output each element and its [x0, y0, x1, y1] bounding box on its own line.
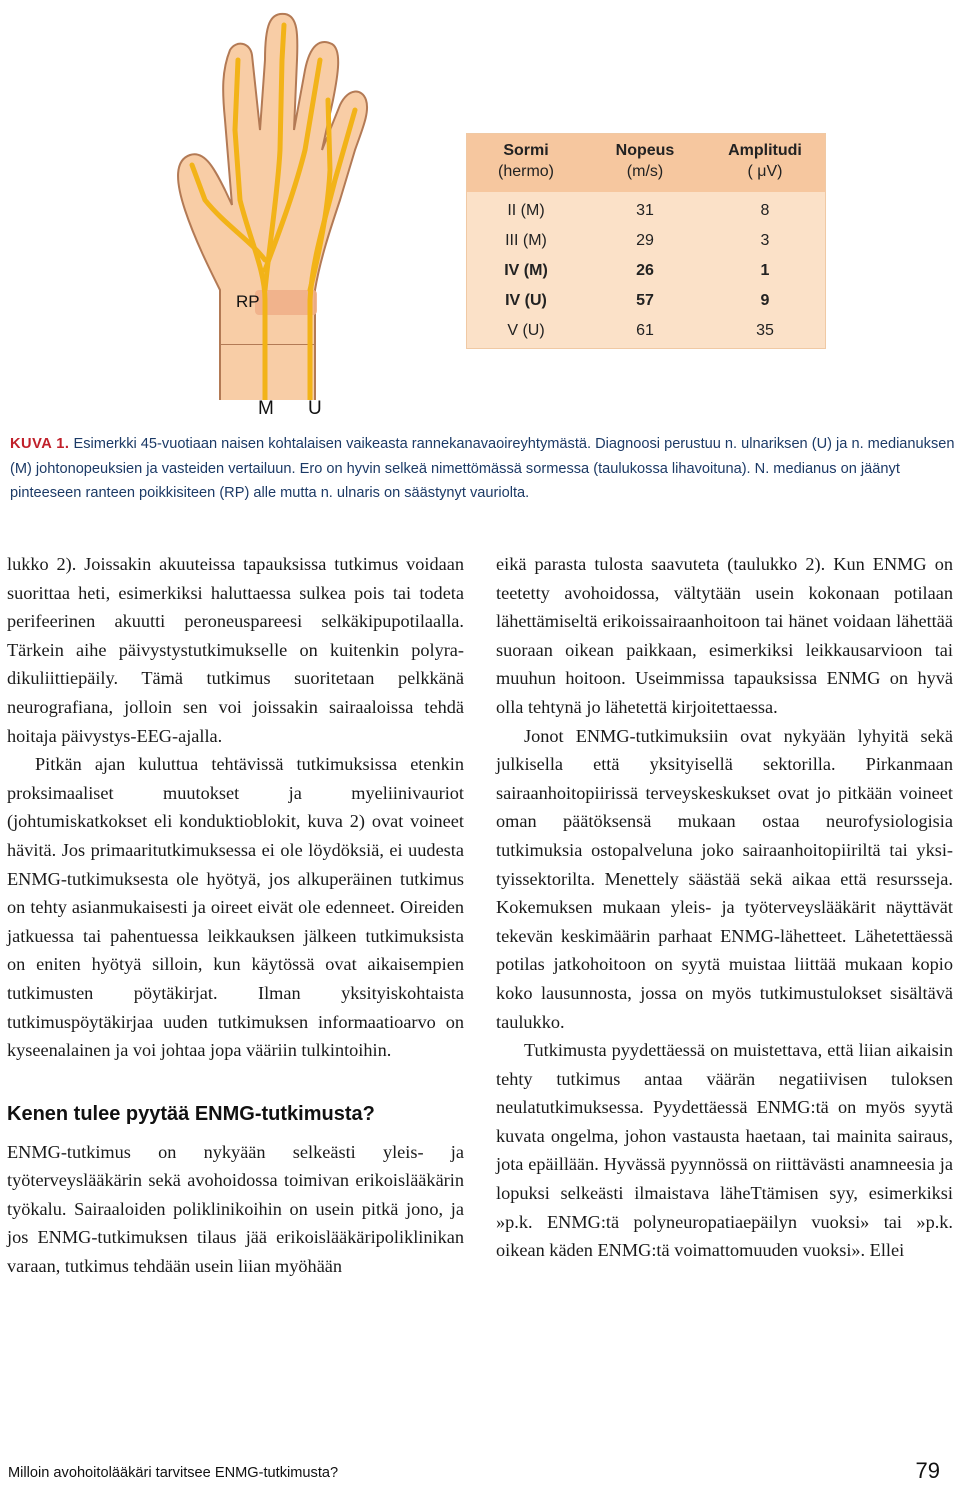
cell-finger: V (U) — [507, 322, 545, 339]
page-number: 79 — [915, 1458, 940, 1483]
right-column — [496, 550, 953, 1265]
cell-amplitude: 35 — [756, 322, 774, 339]
rp-label: RP — [236, 292, 260, 311]
running-footer-title: Milloin avohoitolääkäri tarvitsee ENMG-tutkimusta? — [8, 1465, 339, 1481]
section-heading: Kenen tulee pyytää ENMG-tutkimusta? — [7, 1102, 375, 1125]
table-row — [467, 256, 825, 286]
figure-caption — [10, 432, 958, 506]
ulnar-nerve-label: U — [308, 398, 322, 419]
table-row — [467, 196, 825, 226]
cell-speed: 26 — [636, 262, 654, 279]
cell-amplitude: 8 — [760, 202, 770, 219]
cell-amplitude: 9 — [760, 292, 770, 309]
header-finger: Sormi (hermo) — [497, 142, 554, 180]
caption-text: Esimerkki 45-vuotiaan naisen kohtalaisen vaikeasta rannekanavaoireyhtymästä. Diagnoosi perustuu n. ulnariksen (U) ja n. medianuksen (M) johtonopeuksien ja vasteiden vertailuun. Ero on hyvin selkeä nimettömässä sormessa (taulukossa lihavoituna). N. medianus on jäänyt pinteeseen ranteen poikkisiteen (RP) alle mutta n. ulnaris on säästynyt vauriolta. — [10, 436, 955, 501]
left-column — [7, 550, 464, 1281]
header-amplitude: Amplitudi ( μV) — [728, 142, 802, 180]
table-header — [467, 134, 825, 192]
paragraph: Pitkän ajan kuluttua tehtävissä tutkimuksissa etenkin proksimaaliset muutokset ja myeliinivauriot (johtumiskatkokset eli konduktioblokit, kuva 2) ovat voineet hävitä. Jos primaaritutkimuksessa ei ole löydöksiä, ei uudesta ENMG-tutkimuksesta ole hyötyä, jos alkuperäinen tutkimus on tehty asianmukaisesti ja oireet eivät ole edenneet. Oireiden jatkuessa tai pahentuessa leikkauksen jälkeen tutkimuksista on eniten hyötyä silloin, kun käytössä ovat aikaisempien tutkimusten pöytäkirjat. Ilman yksityiskohtaista tutkimuspöytäkirjaa uuden tutkimuksen informaatioarvo on kyseenalainen ja voi johtaa jopa vääriin tulkintoihin. — [7, 754, 464, 1061]
cell-amplitude: 3 — [760, 232, 770, 249]
cell-finger: II (M) — [507, 202, 545, 219]
cell-speed: 31 — [636, 202, 654, 219]
table-row — [467, 286, 825, 316]
paragraph: Tutkimusta pyydettäessä on muistettava, että liian aikaisin tehty tutkimus antaa väärän negatiivisen tuloksen neulatutkimuksessa. Pyydettäessä ENMG:tä on myös syytä kuvata ongelma, johon vastausta haetaan, tai mainita sairaus, jota epäillään. Hyvässä pyynnössä on riittävästi anamneesia ja lopuksi selkeästi ilmaistava läheTtämisen syy, esimerkiksi »p.k. ENMG:tä polyneuropatiaepäilyn vuoksi» tai »p.k. oikean käden ENMG:tä voimattomuuden vuoksi». Ellei — [496, 1040, 953, 1261]
cell-finger: IV (U) — [505, 292, 547, 309]
median-nerve-label: M — [258, 398, 274, 419]
paragraph: eikä parasta tulosta saavuteta (taulukko 2). Kun ENMG on teetetty avohoidossa, vältytään usein kokonaan potilaan lähettämiseltä erikoissairaanhoitoon tai hänet voidaan lähettää suoraan oikean paikkaan, esimerkiksi leikkausarvioon tai muuhun hoitoon. Useimmissa tapauksissa ENMG on hyvä olla tehtynä jo lähetettä kirjoitettaessa. — [496, 554, 953, 717]
cell-amplitude: 1 — [760, 262, 770, 279]
cell-speed: 61 — [636, 322, 654, 339]
paragraph: ENMG-tutkimus on nykyään selkeästi yleis- ja työterveyslääkärin sekä avohoidossa toimivan erikoislääkärin työkalu. Sairaaloiden poliklinikoihin on usein pitkä jono, ja jos ENMG-tutkimuksen tilaus jää erikoislääkäripoliklinikan varaan, tutkimus tehdään usein liian myöhään — [7, 1141, 464, 1277]
table-row — [467, 226, 825, 256]
cell-speed: 57 — [636, 292, 654, 309]
header-speed: Nopeus (m/s) — [615, 142, 675, 180]
paragraph: Jonot ENMG-tutkimuksiin ovat nykyään lyhyitä sekä julkisella että yksityisellä sektorilla. Pirkanmaan sairaanhoitopiirissä terveyskeskukset ovat jo pitkään voineet oman päätöksensä mukaan ostaa neurofysiologisia tutkimuksia ostopalveluna joko sairaanhoitopiiriltä tai yksityissektorilta. Menettely säästää sekä aikaa että resursseja. Kokemuksen mukaan yleis- ja työterveyslääkärit näyttävät tekevän keskimäärin parhaat ENMG-lähetteet. Lähetettäessä potilas jatkohoitoon on syytä muistaa liittää mukaan kopio koko lausunnosta, jossa on myös tutkimustulokset sisältävä taulukko. — [496, 725, 953, 1032]
cell-finger: III (M) — [505, 232, 547, 249]
cell-speed: 29 — [636, 232, 654, 249]
caption-label: KUVA 1. — [10, 436, 70, 452]
cell-finger: IV (M) — [504, 262, 548, 279]
table-row — [467, 316, 825, 346]
results-table — [466, 133, 826, 349]
paragraph: lukko 2). Joissakin akuuteissa tapauksissa tutkimus voidaan suorittaa heti, esimerkiksi haluttaessa sulkea pois tai todeta perifeerinen akuutti peroneuspareesi selkäkipupotilaalla. Tärkein aihe päivystystutkimukselle on kuitenkin polyradikuliittiepäily. Tämä tutkimus suoritetaan pelkkänä neurografiana, jolloin sen voi joissakin sairaaloissa tehdä hoitaja päivystys-EEG-ajalla. — [7, 554, 464, 746]
hand-nerve-illustration — [170, 0, 440, 400]
figure — [0, 0, 960, 430]
